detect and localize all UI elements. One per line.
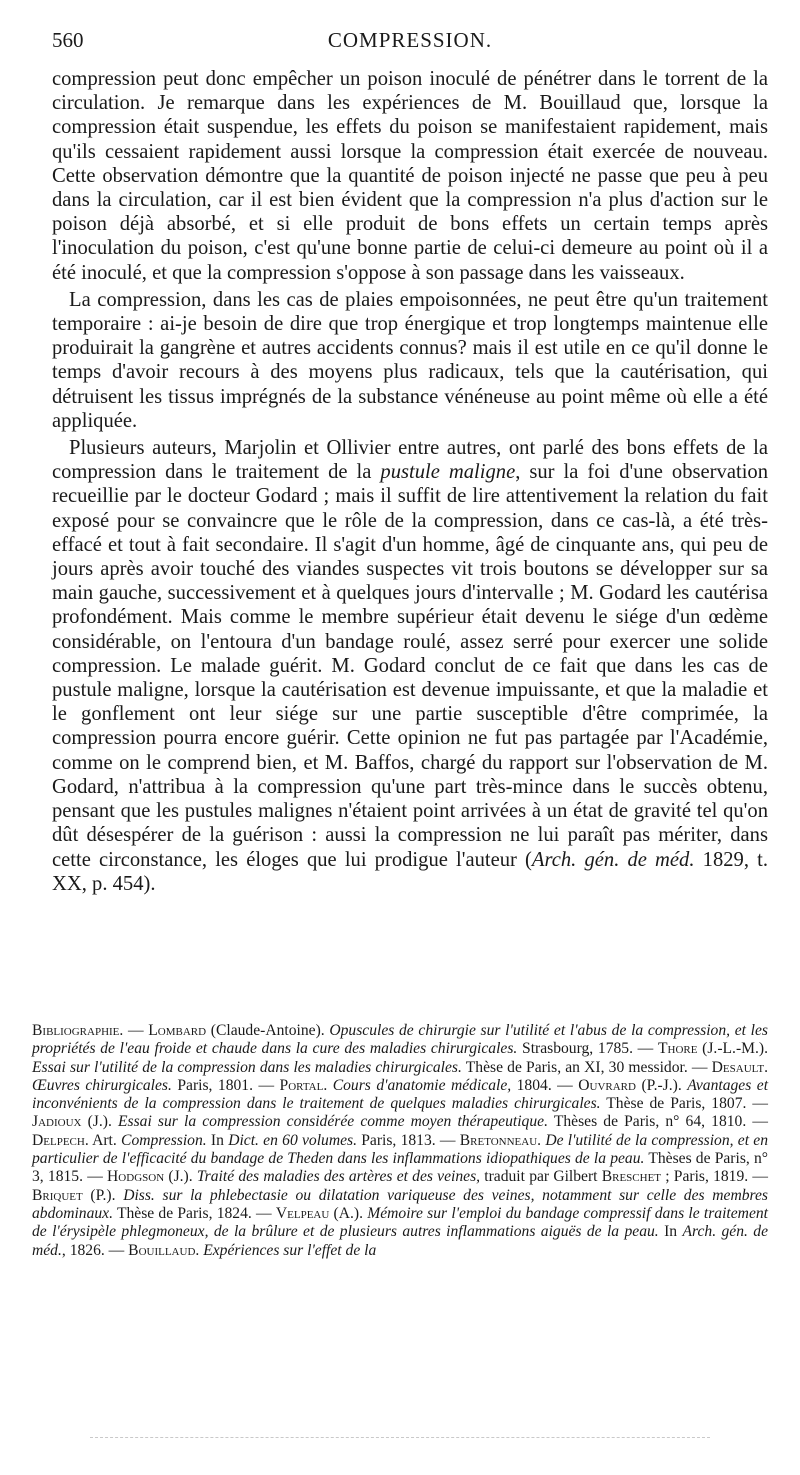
biblio-text: Paris, 1801. — bbox=[171, 1076, 280, 1094]
biblio-text: (P.). bbox=[82, 1186, 124, 1204]
biblio-text: Strasbourg, 1785. — bbox=[517, 1040, 658, 1058]
biblio-title: Compression. bbox=[121, 1131, 207, 1149]
page-number: 560 bbox=[52, 28, 84, 52]
biblio-text: 1804. — bbox=[511, 1076, 579, 1094]
biblio-author: Thore bbox=[657, 1040, 698, 1058]
paragraph-3-text-b: , sur la foi d'une observation recueillie par le docteur Godard ; mais il suffit de lire attentivement la relation du fait exposé pour se convaincre que le rôle de la compression, dans ce cas-là, a été très-effacé et tout à fait secondaire. Il s'agit d'un homme, âgé de cinquante ans, qui peu de jours après avoir touché des viandes suspectes vit trois boutons se développer sur sa main gauche, successivement et à quelques jours d'intervalle ; M. Godard les cautérisa profondément. Mais comme le membre supérieur était devenu le siége d'un œdème considérable, on l'entoura d'un bandage roulé, assez serré pour exercer une solide compression. Le malade guérit. M. Godard conclut de ce fait que dans les cas de pustule maligne, lorsque la cautérisation est devenue impuissante, et que la maladie et le gonflement ont leur siége sur une partie susceptible d'être comprimée, la compression pourra encore guérir. Cette opinion ne fut pas partagée par l'Académie, comme on le comprend bien, et M. Baffos, chargé du rapport sur l'observation de M. Godard, n'attribua à la compression qu'une part très-mince dans le succès obtenu, pensant que les pustules malignes n'étaient point arrivées à un état de gravité tel qu'on dût désespérer de la guérison : aussi la compression ne lui paraît pas mériter, dans cette circonstance, les éloges que lui prodigue l'auteur ( bbox=[52, 461, 769, 871]
bibliography bbox=[32, 1022, 768, 1260]
biblio-title: Traité des maladies des artères et des veines, bbox=[196, 1168, 481, 1186]
biblio-text: Art. bbox=[88, 1131, 122, 1149]
biblio-text: In bbox=[206, 1131, 229, 1149]
biblio-text: Thèses de Paris, n° 3, 1815. — bbox=[32, 1150, 769, 1186]
journal-reference: Arch. gén. de méd. bbox=[531, 848, 695, 871]
biblio-text: (A.). bbox=[329, 1204, 368, 1222]
biblio-title: De l'utilité de la compression, et en particulier de l'efficacité du bandage de Theden dans les inflammations idiopathiques de la peau. bbox=[32, 1131, 769, 1168]
paragraph-3-text-c: 1829, t. XX, p. 454). bbox=[52, 848, 768, 895]
biblio-title: Expériences sur l'effet de la bbox=[203, 1241, 377, 1259]
biblio-title: Arch. gén. de méd. bbox=[32, 1223, 768, 1259]
biblio-author: Desault. bbox=[711, 1058, 768, 1076]
biblio-text: (Claude-Antoine). bbox=[206, 1022, 330, 1039]
biblio-text: Thèse de Paris, 1824. — bbox=[113, 1204, 276, 1222]
biblio-author: Portal. bbox=[279, 1076, 328, 1094]
running-title: COMPRESSION. bbox=[327, 28, 493, 52]
body-text bbox=[52, 67, 768, 896]
biblio-title: Dict. en 60 volumes. bbox=[228, 1131, 357, 1149]
biblio-text: traduit par Gilbert bbox=[480, 1168, 602, 1186]
paragraph-3 bbox=[52, 436, 768, 896]
biblio-text: (J.). bbox=[81, 1113, 118, 1131]
paragraph-2: La compression, dans les cas de plaies empoisonnées, ne peut être qu'un traitement temporaire : ai-je besoin de dire que trop énergique et trop longtemps maintenue elle produirait la gangrène et autres accidents connus? mais il est utile en ce qu'il donne le temps d'avoir recours à des moyens plus radicaux, tels que la cautérisation, qui détruisent les tissus imprégnés de la substance vénéneuse au point même où elle a été appliquée. bbox=[52, 288, 768, 432]
pustule-maligne-term: pustule maligne bbox=[380, 461, 516, 484]
biblio-author: Velpeau bbox=[275, 1204, 330, 1222]
biblio-author: Jadioux bbox=[32, 1113, 82, 1131]
biblio-text: Thèse de Paris, an XI, 30 messidor. — bbox=[461, 1058, 712, 1076]
biblio-text: In bbox=[658, 1223, 683, 1241]
biblio-author: Lombard bbox=[148, 1022, 207, 1039]
biblio-author: Briquet bbox=[32, 1186, 83, 1204]
biblio-text: (P.-J.). bbox=[635, 1076, 688, 1094]
biblio-title: Diss. sur la phlebectasie ou dilatation variqueuse des veines, notamment sur celle des membres abdominaux. bbox=[32, 1186, 768, 1222]
paragraph-3-text-a: Plusieurs auteurs, Marjolin et Ollivier entre autres, ont parlé des bons effets de la compression dans le traitement de la bbox=[52, 437, 768, 484]
biblio-text: (J.). bbox=[164, 1168, 197, 1186]
paragraph-1: compression peut donc empêcher un poison inoculé de pénétrer dans le torrent de la circulation. Je remarque dans les expériences de M. Bouillaud que, lorsque la compression était suspendue, les effets du poison se manifestaient rapidement, mais qu'ils cessaient rapidement aussi lorsque la compression était exercée de nouveau. Cette observation démontre que la quantité de poison injecté ne passe que peu à peu dans la circulation, car il est bien évident que la compression n'a plus d'action sur le poison déjà absorbé, et si elle produit de bons effets un certain temps après l'inoculation du poison, c'est qu'une bonne partie de celui-ci demeure au point où il a été inoculé, et que la compression s'oppose à son passage dans les vaisseaux. bbox=[52, 68, 768, 284]
biblio-title: Essai sur la compression considérée comme moyen thérapeutique. bbox=[117, 1113, 548, 1131]
biblio-author: Breschet bbox=[601, 1168, 662, 1186]
biblio-author: Hodgson bbox=[107, 1168, 165, 1186]
biblio-title: Essai sur l'utilité de la compression dans les maladies chirurgicales. bbox=[32, 1058, 462, 1076]
biblio-text: ; Paris, 1819. — bbox=[661, 1168, 768, 1186]
biblio-title: Cours d'anatomie médicale, bbox=[332, 1076, 512, 1094]
biblio-text: Paris, 1813. — bbox=[356, 1131, 460, 1149]
biblio-author: Bretonneau. bbox=[459, 1131, 542, 1149]
biblio-title: Avantages et inconvénients de la compression dans le traitement de quelques maladies chirurgicales. bbox=[32, 1076, 769, 1113]
biblio-text: (J.-L.-M.). bbox=[697, 1040, 768, 1058]
biblio-text: , 1826. — bbox=[61, 1241, 129, 1259]
bibliography-heading: Bibliographie. bbox=[32, 1022, 124, 1039]
biblio-author: Ouvrard bbox=[578, 1076, 636, 1094]
biblio-sep: — bbox=[123, 1022, 149, 1039]
biblio-text: Thèses de Paris, n° 64, 1810. — bbox=[547, 1113, 768, 1131]
biblio-author: Bouillaud. bbox=[128, 1241, 200, 1259]
biblio-author: Delpech. bbox=[32, 1131, 89, 1149]
page-header bbox=[52, 28, 768, 58]
biblio-title: Mémoire sur l'emploi du bandage compressif dans le traitement de l'érysipèle phlegmoneux, de la brûlure et de plusieurs autres inflammations aiguës de la peau. bbox=[32, 1204, 768, 1241]
scan-artifact-line bbox=[90, 1437, 710, 1438]
biblio-title: Œuvres chirurgicales. bbox=[32, 1076, 172, 1094]
biblio-text: Thèse de Paris, 1807. — bbox=[600, 1095, 768, 1113]
biblio-title: Opuscules de chirurgie sur l'utilité et l'abus de la compression, et les propriétés de l'eau froide et chaude dans la cure des maladies chirurgicales. bbox=[32, 1022, 768, 1058]
